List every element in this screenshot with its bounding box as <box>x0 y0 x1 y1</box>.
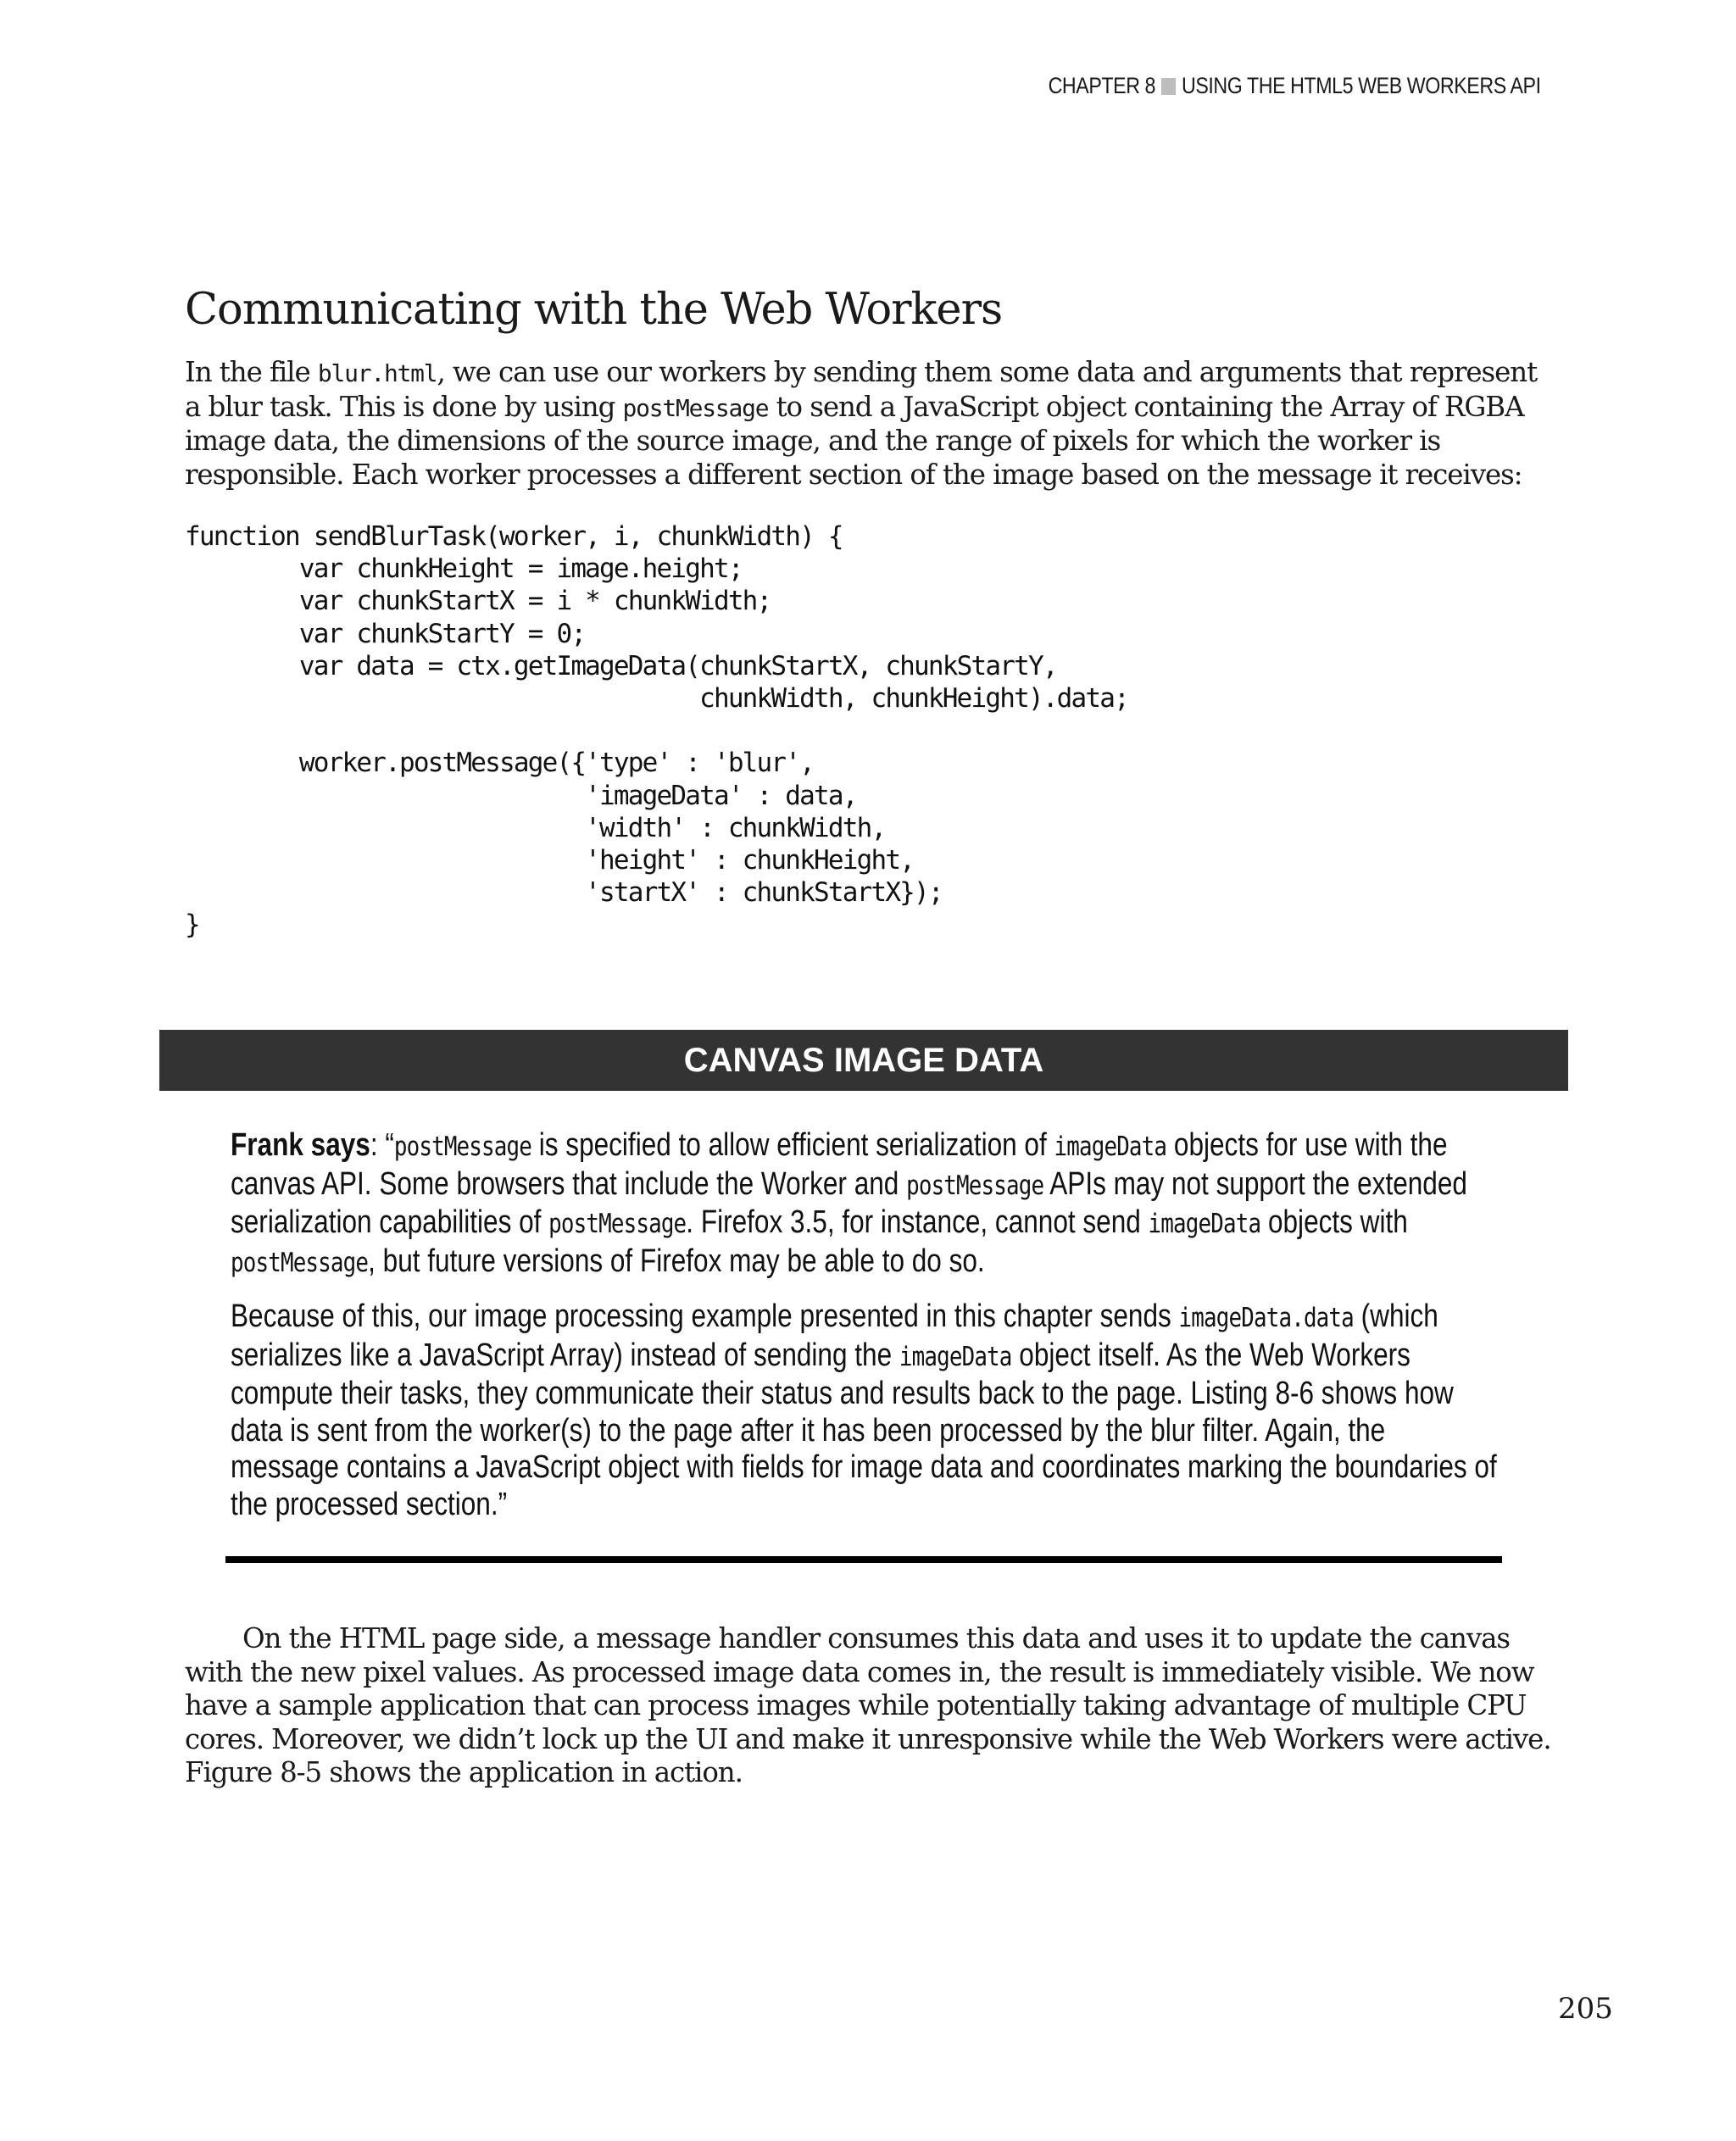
outro-paragraph <box>185 1622 1558 1790</box>
intro-text: , we can use our workers by sending them some data and arguments that represent a blur task. This is done by using <box>185 356 1538 423</box>
chapter-label: CHAPTER 8 <box>1048 73 1156 98</box>
sidebar-text: (which serializes like a JavaScript Array) instead of sending the <box>231 1299 1438 1373</box>
sidebar-text: , but future versions of Firefox may be able to do so. <box>368 1243 985 1279</box>
sidebar-text: objects with <box>1260 1204 1408 1240</box>
sidebar-text: is specified to allow efficient serialization of <box>531 1127 1054 1163</box>
inline-code: imageData <box>1054 1132 1167 1162</box>
inline-code: postMessage <box>231 1247 369 1278</box>
speaker-label: Frank says <box>231 1127 370 1163</box>
sidebar-paragraph <box>231 1299 1497 1523</box>
running-header <box>1049 73 1541 99</box>
intro-text: In the file <box>185 356 318 388</box>
sidebar-text: APIs may not support the extended serialization capabilities of <box>231 1165 1467 1240</box>
section-title: Communicating with the Web Workers <box>185 285 1003 335</box>
chapter-title: USING THE HTML5 WEB WORKERS API <box>1182 73 1541 98</box>
separator-square-icon <box>1161 78 1176 95</box>
inline-code: postMessage <box>906 1170 1044 1201</box>
sidebar-text: : “ <box>370 1127 394 1163</box>
inline-code: postMessage <box>622 393 769 422</box>
inline-code: postMessage <box>393 1132 531 1162</box>
outro-text: On the HTML page side, a message handler consumes this data and uses it to update the canvas with the new pixel values. As processed image data comes in, the result is immediately visible. We now have a sample application that can process images while potentially taking advantage of multiple CPU cores. Moreover, we didn’t lock up the UI and make it unresponsive while the Web Workers were active. Figure 8-5 shows the application in action. <box>185 1622 1551 1788</box>
sidebar-text: Because of this, our image processing example presented in this chapter sends <box>231 1299 1179 1334</box>
sidebar-text: objects for use with the canvas API. Some browsers that include the Worker and <box>231 1127 1448 1202</box>
sidebar-text: . Firefox 3.5, for instance, cannot send <box>686 1204 1149 1240</box>
sidebar-bottom-rule <box>225 1556 1502 1563</box>
inline-code: imageData.data <box>1178 1303 1354 1333</box>
inline-code: imageData <box>1148 1209 1261 1239</box>
sidebar-title: CANVAS IMAGE DATA <box>683 1041 1044 1079</box>
page-number: 205 <box>1558 1992 1613 2026</box>
code-listing: function sendBlurTask(worker, i, chunkWidth) { var chunkHeight = image.height; var chunkStartX = i * chunkWidth; var chunkStartY = 0; var data = ctx.getImageData(chunkStartX, chunkStartY, chunkWidth, chunkHeight).data; worker.postMessage({'type' : 'blur', 'imageData' : data, 'width' : chunkWidth, 'height' : chunkHeight, 'startX' : chunkStartX}); } <box>185 521 1128 941</box>
sidebar-paragraph <box>231 1127 1497 1282</box>
intro-text: to send a JavaScript object containing the Array of RGBA image data, the dimensions of the source image, and the range of pixels for which the worker is responsible. Each worker processes a different section of the image based on the message it receives: <box>185 390 1524 491</box>
intro-paragraph <box>185 356 1558 492</box>
inline-code: blur.html <box>317 359 437 387</box>
inline-code: postMessage <box>548 1209 687 1239</box>
sidebar-body <box>231 1127 1502 1540</box>
sidebar-title-bar <box>159 1030 1568 1091</box>
sidebar-text: object itself. As the Web Workers compute their tasks, they communicate their status and results back to the page. Listing 8-6 shows how data is sent from the worker(s) to the page after it has been processed by the blur filter. Again, the message contains a JavaScript object with fields for image data and coordinates marking the boundaries of the processed section.” <box>231 1337 1497 1522</box>
inline-code: imageData <box>899 1341 1012 1372</box>
